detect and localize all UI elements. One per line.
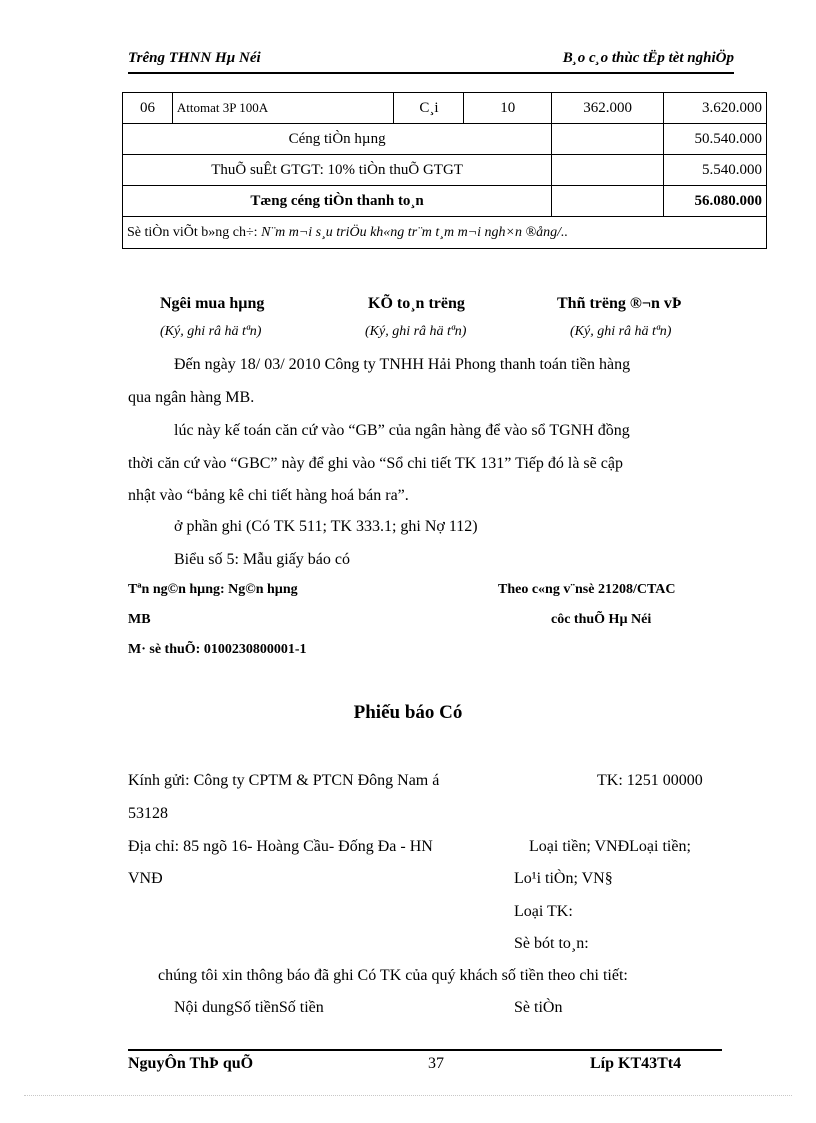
total-empty (552, 186, 664, 217)
subtotal-empty (552, 124, 664, 155)
table-row (123, 93, 767, 124)
vat-value: 5.540.000 (664, 155, 767, 186)
page-number: 37 (428, 1055, 444, 1072)
table-row-total (123, 186, 767, 217)
slip-account-type: Loại TK: (514, 903, 573, 920)
table-row-amount-words (123, 217, 767, 249)
sig-head-title: Thñ trëng ®¬n vÞ (557, 295, 682, 312)
cell-unit: C¸i (394, 93, 464, 124)
cell-price: 362.000 (552, 93, 664, 124)
subtotal-value: 50.540.000 (664, 124, 767, 155)
total-label: Tæng céng tiÒn thanh to¸n (123, 186, 552, 217)
subtotal-label: Céng tiÒn hµng (123, 124, 552, 155)
paragraph-line: Đến ngày 18/ 03/ 2010 Công ty TNHH Hải Phong thanh toán tiền hàng (174, 356, 631, 373)
footer-rule (128, 1049, 722, 1051)
paragraph-line: nhật vào “bảng kê chi tiết hàng hoá bán ra”. (128, 487, 409, 504)
invoice-table (122, 92, 767, 249)
cell-item-name: Attomat 3P 100A (172, 93, 394, 124)
sig-accountant-title: KÕ to¸n trëng (368, 295, 465, 312)
sig-buyer-title: Ngêi mua hµng (160, 295, 265, 312)
slip-notice: chúng tôi xin thông báo đã ghi Có TK của quý khách số tiền theo chi tiết: (158, 967, 628, 984)
paragraph-line: Biểu số 5: Mẫu giấy báo có (174, 551, 350, 568)
slip-entry-number: Sè bót to¸n: (514, 935, 589, 952)
sig-accountant-note: (Ký, ghi râ hä tªn) (365, 324, 467, 339)
slip-recipient: Kính gửi: Công ty CPTM & PTCN Đông Nam á (128, 772, 440, 789)
slip-currency: Loại tiền; VNĐLoại tiền; (529, 838, 691, 855)
paragraph-line: qua ngân hàng MB. (128, 389, 255, 406)
vat-label: ThuÕ suÊt GTGT: 10% tiÒn thuÕ GTGT (123, 155, 552, 186)
footer-author: NguyÔn ThÞ quÕ (128, 1055, 254, 1072)
decree-ref: Theo c«ng v¨nsè 21208/CTAC (498, 582, 676, 597)
tax-code: M· sè thuÕ: 0100230800001-1 (128, 642, 307, 657)
paragraph-line: ở phần ghi (Có TK 511; TK 333.1; ghi Nợ 112) (174, 518, 478, 535)
slip-title: Phiếu báo Có (353, 702, 463, 723)
amount-words-text: N¨m m¬i s¸u triÖu kh«ng tr¨m t¸m m¬i ngh×n ®ång/.. (261, 224, 568, 240)
vat-empty (552, 155, 664, 186)
footer-class: Líp KT43Tt4 (590, 1055, 682, 1072)
slip-currency-cont: VNĐ (128, 870, 163, 887)
paragraph-line: thời căn cứ vào “GBC” này để ghi vào “Sổ chi tiết TK 131” Tiếp đó là sẽ cập (128, 455, 623, 472)
cell-qty: 10 (464, 93, 552, 124)
slip-content-column: Nội dungSố tiềnSố tiền (174, 999, 324, 1016)
sig-buyer-note: (Ký, ghi râ hä tªn) (160, 324, 262, 339)
page-header (128, 50, 734, 74)
bank-name-cont: MB (128, 612, 151, 627)
header-school: Trêng THNN Hµ Néi (128, 50, 261, 66)
slip-address: Địa chỉ: 85 ngõ 16- Hoàng Cầu- Đống Đa - HN (128, 838, 433, 855)
amount-in-words (123, 217, 767, 249)
header-report-title: B¸o c¸o thùc tËp tèt nghiÖp (562, 50, 734, 66)
page-bottom-divider (24, 1095, 792, 1096)
table-row-vat (123, 155, 767, 186)
decree-ref-cont: côc thuÕ Hµ Néi (551, 612, 652, 627)
slip-currency-alt: Lo¹i tiÒn; VN§ (514, 870, 613, 887)
bank-name: Tªn ng©n hµng: Ng©n hµng (128, 582, 298, 597)
table-row-subtotal (123, 124, 767, 155)
cell-amount: 3.620.000 (664, 93, 767, 124)
cell-stt: 06 (123, 93, 173, 124)
total-value: 56.080.000 (664, 186, 767, 217)
sig-head-note: (Ký, ghi râ hä tªn) (570, 324, 672, 339)
slip-amount-column: Sè tiÒn (514, 999, 563, 1016)
amount-words-label: Sè tiÒn viÕt b»ng ch÷: (127, 224, 262, 240)
slip-account-cont: 53128 (128, 805, 168, 822)
paragraph-line: lúc này kế toán căn cứ vào “GB” của ngân hàng để vào sổ TGNH đồng (174, 422, 630, 439)
slip-account: TK: 1251 00000 (597, 772, 703, 789)
